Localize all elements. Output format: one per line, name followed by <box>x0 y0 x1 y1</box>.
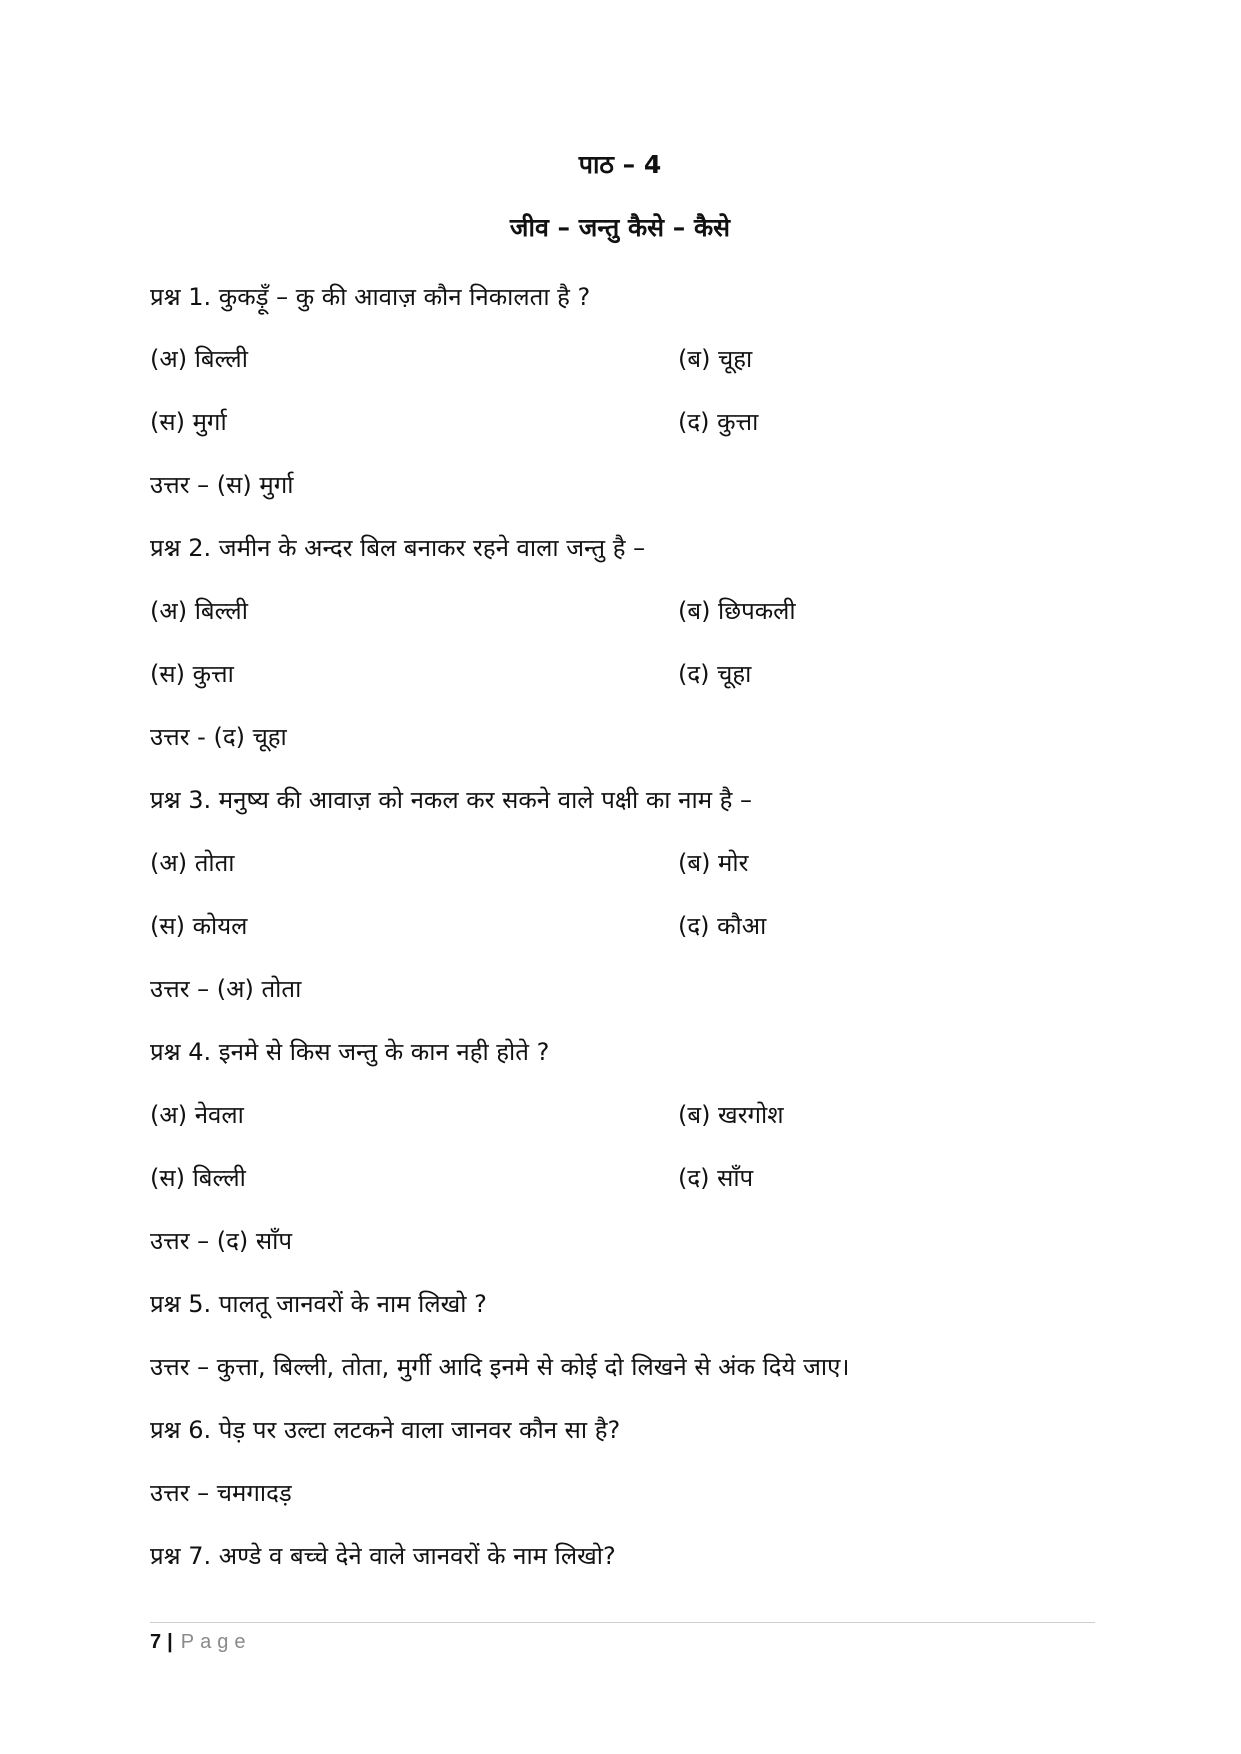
q2-option-c: (स) कुत्ता <box>150 660 234 688</box>
q4-option-a: (अ) नेवला <box>150 1101 244 1129</box>
question-1: प्रश्न 1. कुकड़ूँ – कु की आवाज़ कौन निकालता है ? <box>150 283 591 311</box>
question-4: प्रश्न 4. इनमे से किस जन्तु के कान नही होते ? <box>150 1038 550 1066</box>
q2-option-a: (अ) बिल्ली <box>150 597 248 625</box>
q3-option-b: (ब) मोर <box>678 849 749 877</box>
question-5: प्रश्न 5. पालतू जानवरों के नाम लिखो ? <box>150 1290 487 1318</box>
q3-answer: उत्तर – (अ) तोता <box>150 975 302 1003</box>
question-2: प्रश्न 2. जमीन के अन्दर बिल बनाकर रहने वाला जन्तु है – <box>150 534 646 562</box>
question-7: प्रश्न 7. अण्डे व बच्चे देने वाले जानवरों के नाम लिखो? <box>150 1542 616 1570</box>
q1-option-b: (ब) चूहा <box>678 345 753 373</box>
question-6: प्रश्न 6. पेड़ पर उल्टा लटकने वाला जानवर कौन सा है? <box>150 1416 621 1444</box>
question-3: प्रश्न 3. मनुष्य की आवाज़ को नकल कर सकने वाले पक्षी का नाम है – <box>150 786 753 814</box>
chapter-title: जीव – जन्तु कैसे – कैसे <box>509 213 731 242</box>
page-number: 7 <box>150 1631 162 1653</box>
q6-answer: उत्तर – चमगादड़ <box>150 1479 292 1507</box>
q1-option-d: (द) कुत्ता <box>678 408 759 436</box>
footer-divider <box>150 1622 1095 1623</box>
q2-option-d: (द) चूहा <box>678 660 752 688</box>
q1-option-a: (अ) बिल्ली <box>150 345 248 373</box>
q1-option-c: (स) मुर्गा <box>150 408 227 436</box>
q4-option-c: (स) बिल्ली <box>150 1164 246 1192</box>
q4-option-b: (ब) खरगोश <box>678 1101 784 1129</box>
q4-answer: उत्तर – (द) साँप <box>150 1227 292 1255</box>
q4-option-d: (द) साँप <box>678 1164 754 1192</box>
q2-option-b: (ब) छिपकली <box>678 597 796 625</box>
q3-option-a: (अ) तोता <box>150 849 235 877</box>
chapter-heading: पाठ – 4 <box>578 150 662 179</box>
footer-separator: | <box>167 1631 173 1653</box>
q2-answer: उत्तर - (द) चूहा <box>150 723 287 751</box>
q3-option-c: (स) कोयल <box>150 912 248 940</box>
q3-option-d: (द) कौआ <box>678 912 767 940</box>
page-label: Page <box>180 1631 252 1653</box>
q5-answer: उत्तर – कुत्ता, बिल्ली, तोता, मुर्गी आदि इनमे से कोई दो लिखने से अंक दिये जाए। <box>150 1353 850 1381</box>
page-footer <box>150 1628 251 1656</box>
q1-answer: उत्तर – (स) मुर्गा <box>150 471 294 499</box>
